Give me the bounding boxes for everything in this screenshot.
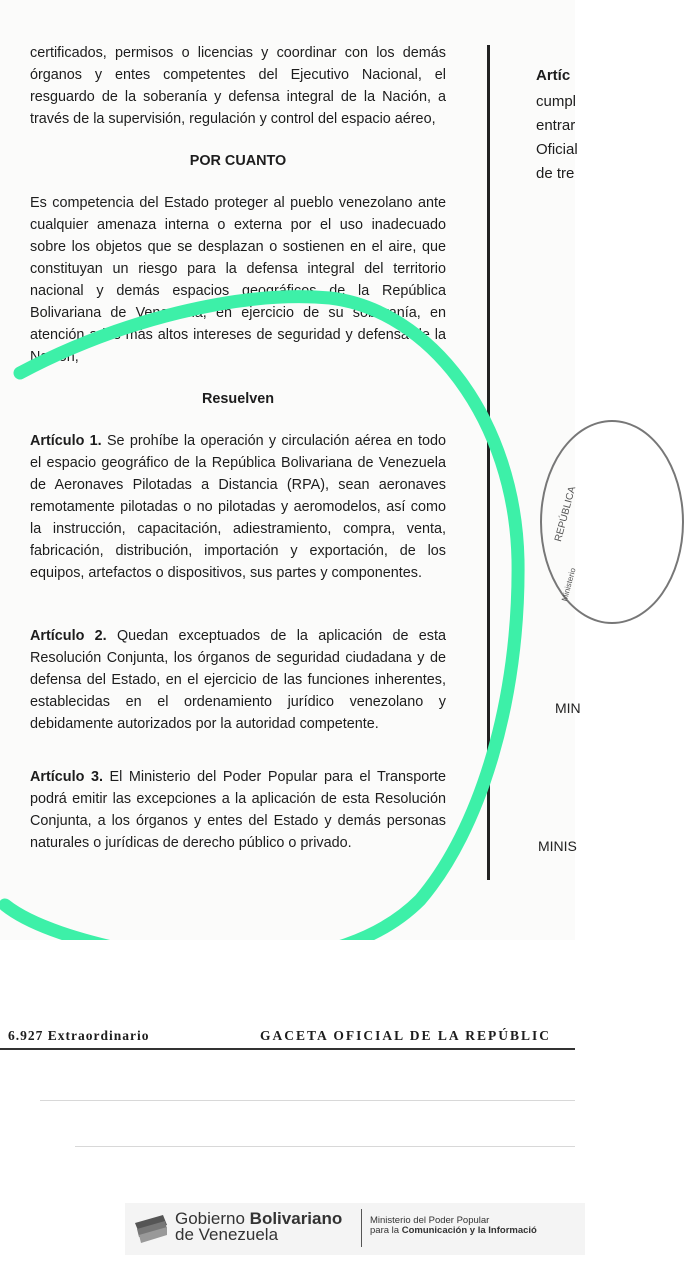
ministry-line-2a: para la bbox=[370, 1225, 400, 1236]
article-3 bbox=[30, 766, 446, 854]
article-2-text bbox=[30, 625, 446, 735]
seal-text-2: Ministerio bbox=[560, 566, 578, 603]
por-cuanto-block bbox=[30, 150, 446, 172]
article-2-label: Artículo 2. bbox=[30, 628, 107, 644]
intro-paragraph bbox=[30, 42, 446, 130]
article-3-text bbox=[30, 766, 446, 854]
por-cuanto-text: Es competencia del Estado proteger al pueblo venezolano ante cualquier amenaza interna o externa por el uso inadecuado sobre los objetos que se desplazan o sostienen en el aire, que constituyan un riesgo para la defensa integral del territorio nacional y demás espacios geográficos de la República Bolivariana de Venezuela, en ejercicio de su soberanía, en atención a los más altos intereses de seguridad y defensa de la Nación, bbox=[30, 195, 446, 365]
article-3-body: El Ministerio del Poder Popular para el Transporte podrá emitir las excepciones a la aplicación de esta Resolución Conjunta, a los órganos y entes del Estado y demás personas naturales o jurídicas de derecho público o privado. bbox=[30, 769, 446, 851]
resuelven-block bbox=[30, 388, 446, 410]
column-divider bbox=[487, 45, 490, 880]
page-gap bbox=[0, 940, 575, 1020]
faint-line bbox=[75, 1146, 575, 1147]
gob-line-2: de Venezuela bbox=[175, 1225, 279, 1244]
article-1 bbox=[30, 430, 446, 584]
por-cuanto-heading: POR CUANTO bbox=[189, 153, 287, 169]
article-1-body: Se prohíbe la operación y circulación aérea en todo el espacio geográfico de la República Bolivariana de Venezuela de Aeronaves Pilotadas a Distancia (RPA), sean aeronaves remotamente pilotadas o no pilotadas y aeromodelos, así como la instrucción, capacitación, adiestramiento, compra, venta, fabricación, distribución, importación y exportación, de los equipos, artefactos o dispositivos, sus partes y componentes. bbox=[30, 433, 446, 581]
right-line: de tre bbox=[536, 165, 575, 182]
gazette-title: GACETA OFICIAL DE LA REPÚBLIC bbox=[260, 1028, 552, 1043]
government-logo bbox=[125, 1203, 585, 1255]
resuelven-heading: Resuelven bbox=[202, 391, 274, 407]
right-line: Oficial bbox=[536, 141, 578, 158]
right-heading: Artíc bbox=[536, 67, 571, 84]
issue-number: 6.927 Extraordinario bbox=[8, 1028, 150, 1043]
right-line: cumpl bbox=[536, 93, 577, 110]
gazette-header bbox=[8, 1028, 575, 1048]
article-3-label: Artículo 3. bbox=[30, 769, 103, 785]
intro-text: certificados, permisos o licencias y coordinar con los demás órganos y entes competentes del Ejecutivo Nacional, el resguardo de la soberanía y defensa integral de la Nación, a través de la supervisión, regulación y control del espacio aéreo, bbox=[30, 45, 446, 127]
header-rule bbox=[0, 1048, 575, 1050]
seal-text: REPÚBLICA bbox=[553, 485, 579, 543]
gob-text bbox=[175, 1211, 342, 1243]
faint-line bbox=[40, 1100, 575, 1101]
right-min-2: MINIS bbox=[538, 838, 577, 854]
article-2 bbox=[30, 625, 446, 735]
logo-separator bbox=[361, 1209, 362, 1247]
right-min-1: MIN bbox=[555, 700, 581, 716]
ministry-line-2b: Comunicación y la Informació bbox=[401, 1225, 537, 1236]
gob-word-bold: Bolivariano bbox=[249, 1209, 343, 1228]
flag-icon bbox=[133, 1213, 169, 1245]
gob-word: Gobierno bbox=[175, 1209, 245, 1228]
por-cuanto-paragraph bbox=[30, 192, 446, 368]
article-1-label: Artículo 1. bbox=[30, 433, 102, 449]
right-column bbox=[536, 64, 578, 186]
article-2-body: Quedan exceptuados de la aplicación de esta Resolución Conjunta, los órganos de seguridad ciudadana y de defensa del Estado, en el ejercicio de las funciones inherentes, establecidas en el ordenamiento jurídico venezolano y debidamente autorizados por la autoridad competente. bbox=[30, 628, 446, 732]
article-1-text bbox=[30, 430, 446, 584]
ministry-text bbox=[370, 1216, 537, 1236]
ministry-line-1: Ministerio del Poder Popular bbox=[370, 1215, 490, 1226]
right-line: entrar bbox=[536, 117, 576, 134]
